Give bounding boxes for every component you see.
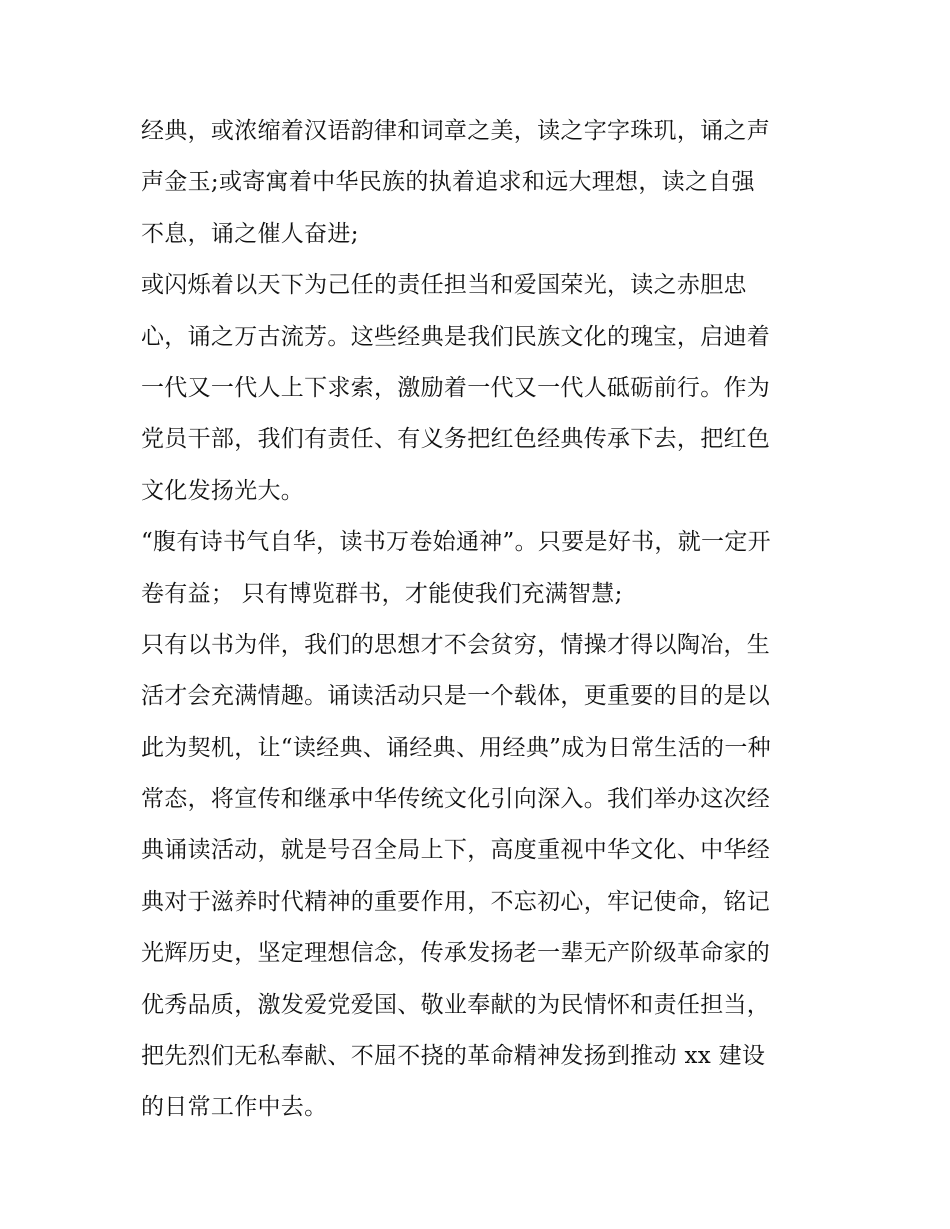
text-line: 心，诵之万古流芳。这些经典是我们民族文化的瑰宝，启迪着	[141, 323, 771, 350]
text-line: 声金玉;或寄寓着中华民族的执着追求和远大理想，读之自强	[141, 169, 755, 196]
text-line: “腹有诗书气自华，读书万卷始通神”。只要是好书，就一定开	[141, 529, 771, 556]
text-line: 典诵读活动，就是号召全局上下，高度重视中华文化、中华经	[141, 837, 771, 864]
text-line: 不息，诵之催人奋进;	[141, 220, 359, 247]
text-line: 活才会充满情趣。诵读活动只是一个载体，更重要的目的是以	[141, 683, 771, 710]
text-line: 党员干部，我们有责任、有义务把红色经典传承下去，把红色	[141, 426, 771, 453]
text-line: 或闪烁着以天下为己任的责任担当和爱国荣光，读之赤胆忠	[141, 272, 747, 299]
text-line: 把先烈们无私奉献、不屈不挠的革命精神发扬到推动 xx 建设	[141, 1043, 766, 1070]
text-line: 只有以书为伴，我们的思想才不会贫穷，情操才得以陶冶，生	[141, 631, 771, 658]
text-line: 经典，或浓缩着汉语韵律和词章之美，读之字字珠玑，诵之声	[141, 118, 771, 144]
text-line: 典对于滋养时代精神的重要作用，不忘初心，牢记使命，铭记	[141, 888, 771, 915]
text-line: 优秀品质，激发爱党爱国、敬业奉献的为民情怀和责任担当，	[141, 991, 771, 1018]
text-line: 的日常工作中去。	[141, 1094, 328, 1121]
text-line: 光辉历史，坚定理想信念，传承发扬老一辈无产阶级革命家的	[141, 940, 771, 967]
text-line: 卷有益； 只有博览群书，才能使我们充满智慧;	[141, 580, 623, 607]
text-line: 此为契机，让“读经典、诵经典、用经典”成为日常生活的一种	[141, 734, 771, 761]
text-line: 一代又一代人上下求索，激励着一代又一代人砥砺前行。作为	[141, 374, 771, 401]
text-line: 文化发扬光大。	[141, 477, 305, 504]
text-line: 常态，将宣传和继承中华传统文化引向深入。我们举办这次经	[141, 786, 771, 813]
body-text	[141, 106, 821, 1134]
